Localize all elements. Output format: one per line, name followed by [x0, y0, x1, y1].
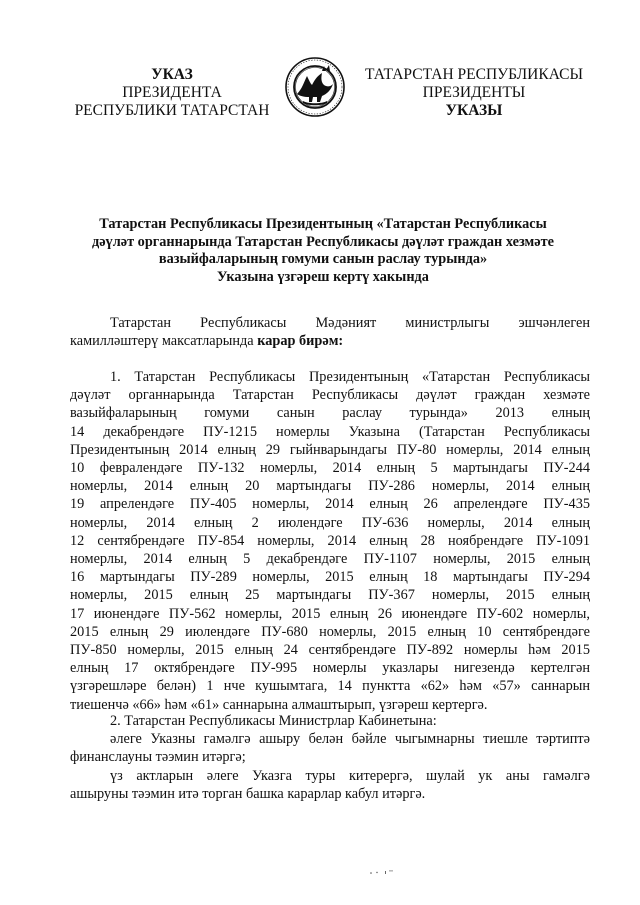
- item-1-line: ПУ-850 номерлы, 2015 елның 24 сентябрендәге ПУ-892 номерлы һәм 2015: [70, 642, 590, 659]
- preamble-line: Татарстан Республикасы Мәдәният министрлыгы эшчәнлеген: [110, 315, 590, 331]
- header-left-republic: РЕСПУБЛИКИ ТАТАРСТАН: [74, 102, 270, 119]
- item-1-line: номерлы, 2014 елның 5 декабрендәге ПУ-1107 номерлы, 2015 елның: [70, 551, 590, 568]
- item-2-sub-line: ашыруны тәэмин итә торган башка карарлар кабул итәргә.: [70, 785, 426, 802]
- header-right-subtitle: ПРЕЗИДЕНТЫ: [422, 84, 526, 101]
- item-2-sub-line: финанслауны тәэмин итәргә;: [70, 749, 246, 766]
- item-1-line: 1. Татарстан Республикасы Президентының «Татарстан Республикасы: [110, 369, 590, 385]
- item-1-line: 17 июнендәге ПУ-562 номерлы, 2015 елның 26 июнендәге ПУ-602 номерлы,: [70, 605, 590, 622]
- header-left-title: УКАЗ: [151, 66, 193, 83]
- header-left-subtitle: ПРЕЗИДЕНТА: [122, 84, 222, 101]
- item-1-line: номерлы, 2014 елның 2 июлендәге ПУ-636 номерлы, 2014 елның: [70, 514, 590, 531]
- item-1-line: елның 17 октябрендәге ПУ-995 номерлы указлары нигезендә кертелгән: [70, 660, 590, 677]
- item-1-line: тиешенчә «66» һәм «61» саннарына алмаштырып, үзгәреш кертергә.: [70, 696, 488, 713]
- header-right-republic: ТАТАРСТАН РЕСПУБЛИКАСЫ: [365, 66, 583, 83]
- decree-title-line: Указына үзгәреш кертү хакында: [217, 268, 429, 285]
- item-2-sub-line: үз актларын әлеге Указга туры китерергә, шулай ук аны гамәлгә: [110, 767, 590, 784]
- decree-title-line: дәүләт органнарында Татарстан Республикасы дәүләт граждан хезмәте: [91, 233, 554, 250]
- item-1-line: 16 мартындагы ПУ-289 номерлы, 2015 елның 18 мартындагы ПУ-294: [70, 569, 590, 586]
- coat-of-arms-emblem-icon: [284, 56, 346, 118]
- item-1-line: Президентының 2014 елның 29 гыйнварындагы ПУ-80 номерлы, 2014 елның: [70, 441, 590, 458]
- preamble-decision: карар бирәм:: [257, 333, 344, 350]
- item-1-line: 2015 елның 29 июлендәге ПУ-680 номерлы, 2015 елның 10 сентябрендәге: [70, 623, 590, 640]
- item-2-sub-line: әлеге Указны гамәлгә ашыру белән бәйле чыгымнарны тиешле тәртиптә: [110, 731, 590, 748]
- decree-title: [80, 216, 566, 286]
- item-1-line: 19 апрелендәге ПУ-405 номерлы, 2014 елның 26 апрелендәге ПУ-435: [70, 496, 590, 513]
- item-1-paragraph: [70, 368, 590, 714]
- header-left-block: [72, 66, 272, 120]
- decree-title-line: Татарстан Республикасы Президентының «Татарстан Республикасы: [99, 216, 547, 232]
- item-1-line: номерлы, 2014 елның 20 мартындагы ПУ-286 номерлы, 2014 елның: [70, 478, 590, 495]
- header-right-title: УКАЗЫ: [445, 102, 503, 119]
- scan-specks-icon: [368, 868, 398, 876]
- preamble-text: камилләштерү максатларында: [70, 333, 258, 350]
- item-1-line: вазыйфаларының гомуми санын раслау турында» 2013 елның: [70, 405, 590, 422]
- item-1-line: 10 февралендәге ПУ-132 номерлы, 2014 елның 5 мартындагы ПУ-244: [70, 460, 590, 477]
- header-right-block: [350, 66, 598, 120]
- item-2-heading: 2. Татарстан Республикасы Министрлар Кабинетына:: [110, 713, 437, 729]
- item-1-line: дәүләт органнарында Татарстан Республикасы дәүләт граждан хезмәте: [70, 387, 590, 404]
- item-1-line: үзгәрешләре белән) 1 нче кушымтага, 14 пунктта «62» һәм «57» саннарын: [70, 678, 590, 695]
- preamble-paragraph: [70, 314, 590, 350]
- decree-title-line: вазыйфаларының гомуми санын раслау турында»: [158, 251, 488, 267]
- item-1-line: 14 декабрендәге ПУ-1215 номерлы Указына (Татарстан Республикасы: [70, 423, 590, 440]
- item-1-line: номерлы, 2015 елның 25 мартындагы ПУ-367 номерлы, 2015 елның: [70, 587, 590, 604]
- preamble-line: [70, 332, 590, 350]
- item-2-paragraph: [70, 712, 590, 803]
- item-1-line: 12 сентябрендәге ПУ-854 номерлы, 2014 елның 28 ноябрендәге ПУ-1091: [70, 532, 590, 549]
